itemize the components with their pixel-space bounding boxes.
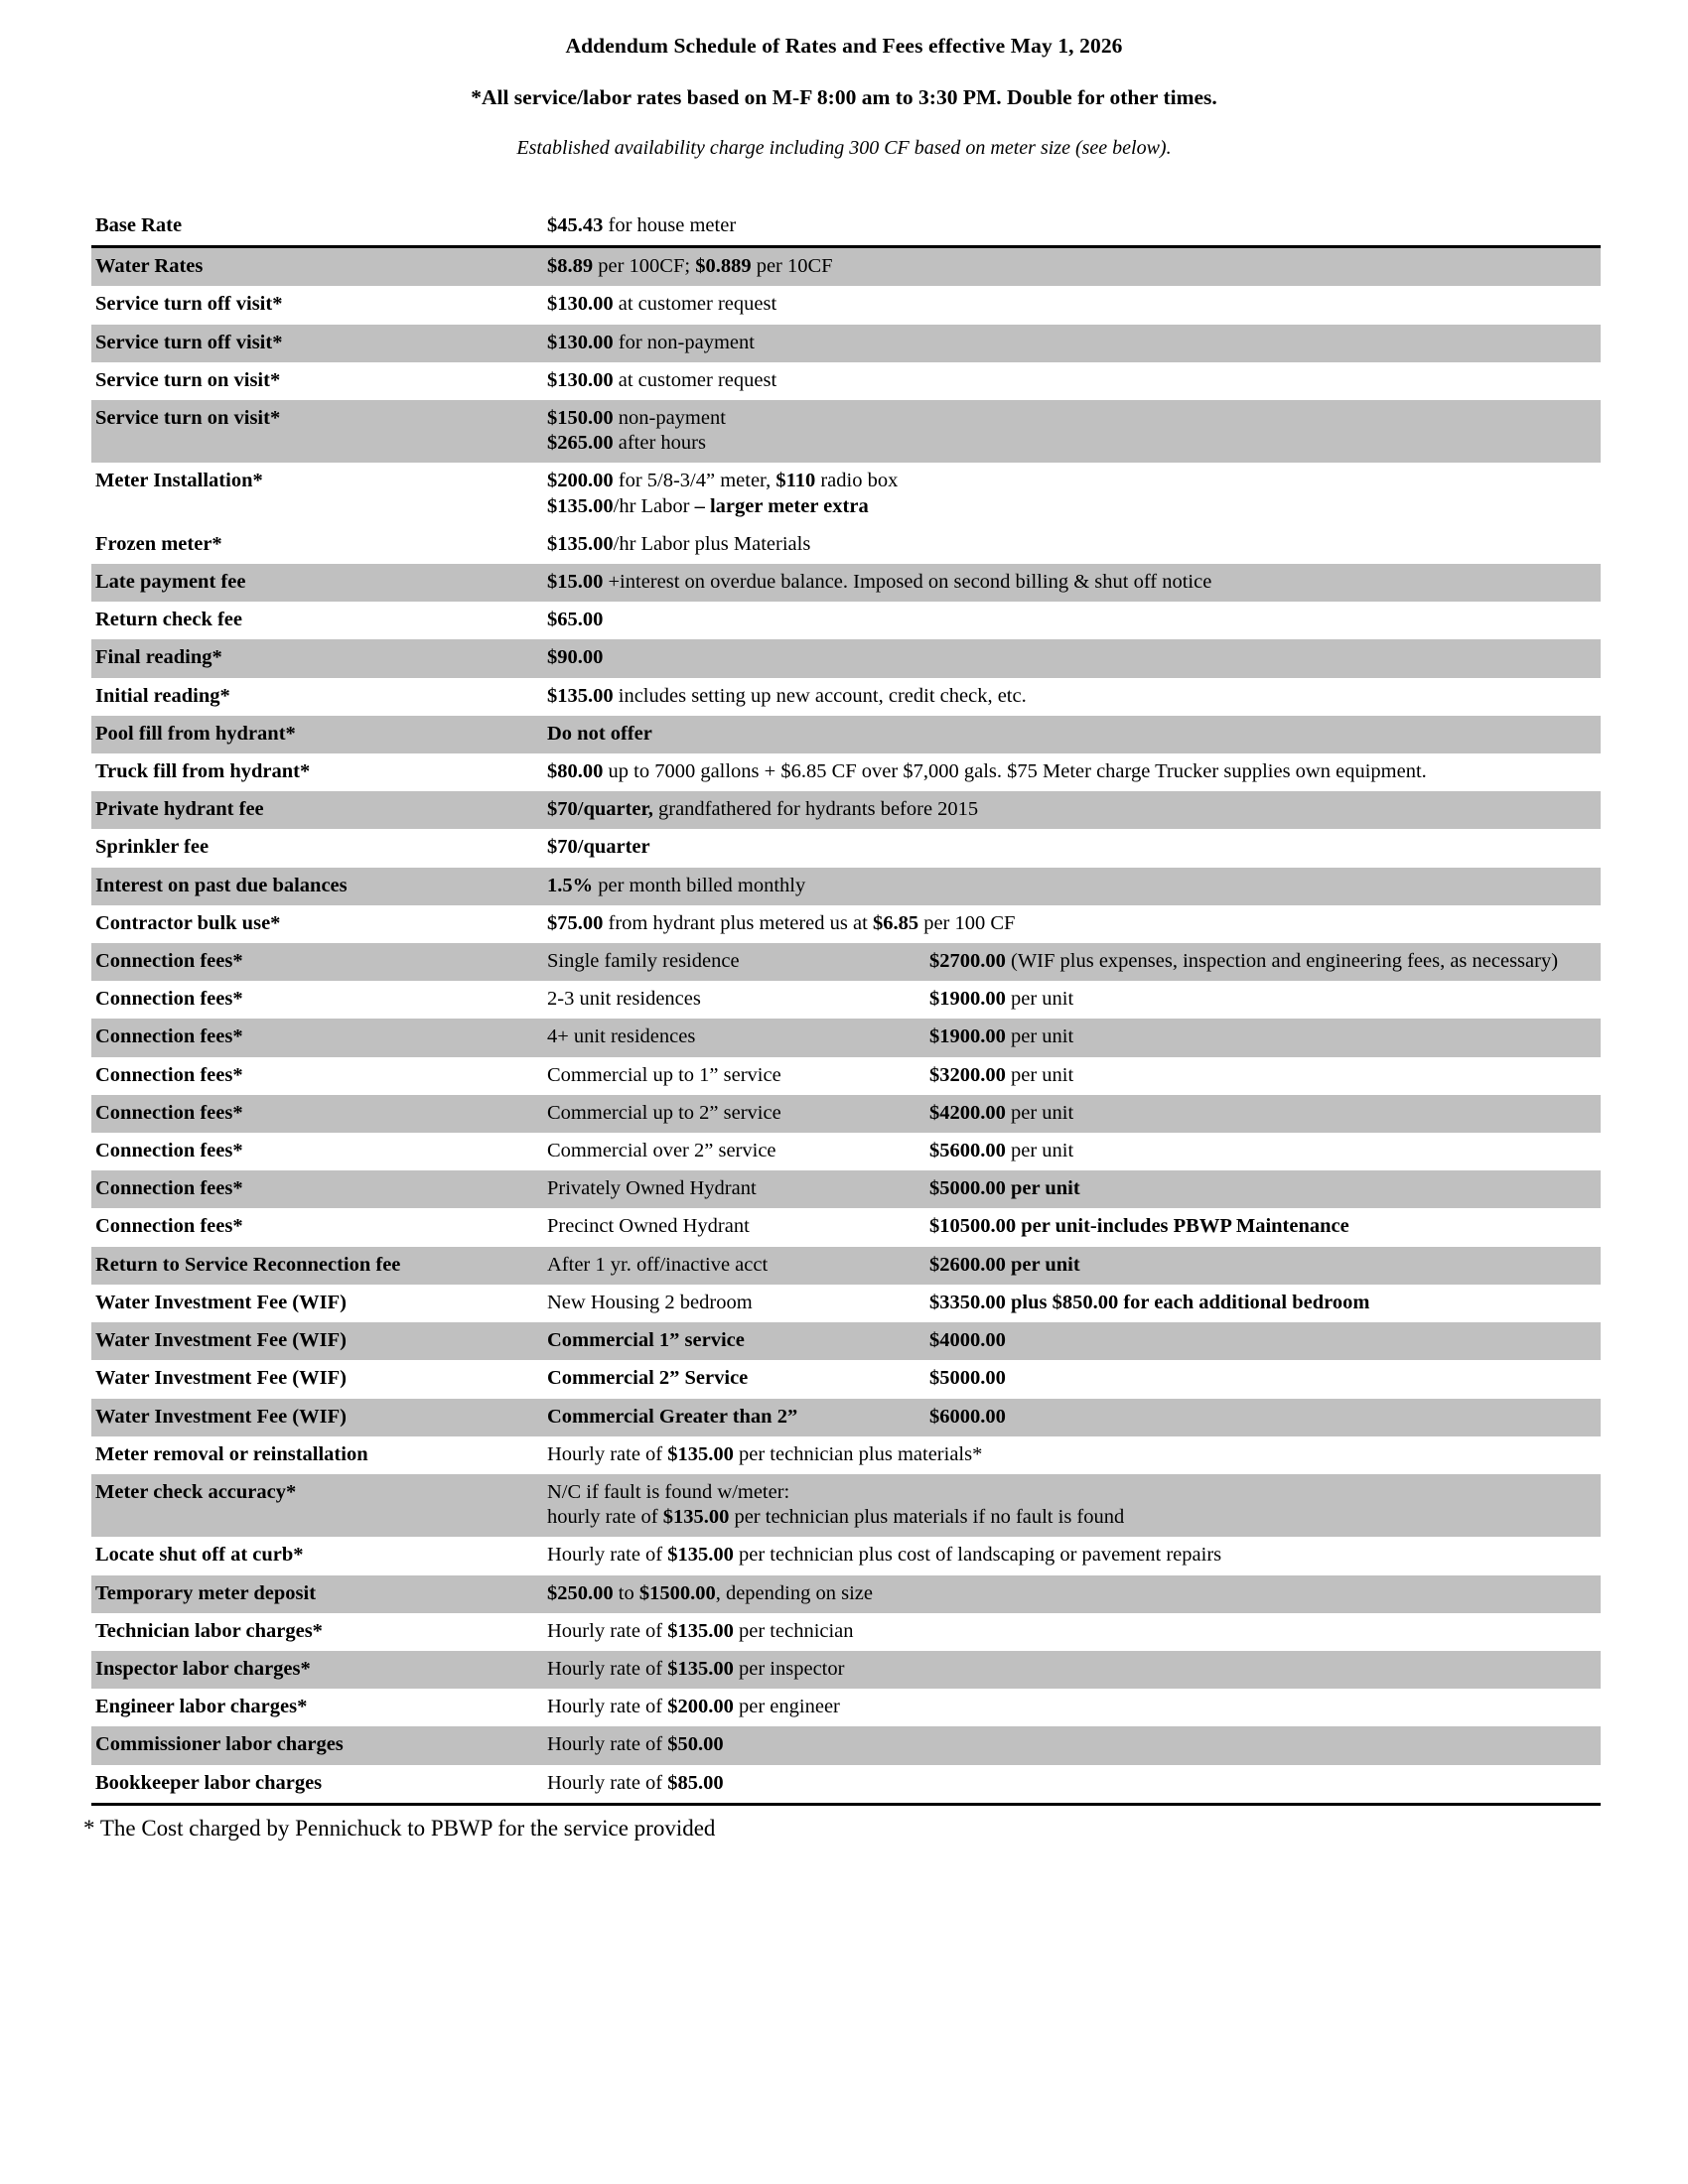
row-item-label: Meter check accuracy* [91, 1474, 543, 1537]
row-value-line [547, 797, 1597, 822]
value-text: to [613, 1581, 639, 1604]
value-text: Hourly rate of [547, 1657, 668, 1680]
row-value-line [547, 406, 1597, 431]
row-value [543, 602, 1601, 639]
row-category-label: Commercial 1” service [543, 1322, 925, 1360]
value-text: per 100 CF [918, 911, 1016, 934]
row-value [543, 564, 1601, 602]
row-value [925, 1360, 1601, 1398]
value-text: up to 7000 gallons + $6.85 CF over $7,000 gals. $75 Meter charge Trucker supplies own equipment. [603, 760, 1427, 783]
row-item-label: Water Investment Fee (WIF) [91, 1360, 543, 1398]
value-emphasis: $200.00 [547, 470, 614, 492]
row-value-line [547, 759, 1597, 784]
row-value-line [929, 1063, 1597, 1088]
value-emphasis: $0.889 [695, 255, 752, 278]
value-text: /hr Labor [613, 494, 695, 517]
value-text: grandfathered for hydrants before 2015 [652, 798, 979, 821]
row-item-label: Water Investment Fee (WIF) [91, 1399, 543, 1436]
table-row [91, 1436, 1601, 1474]
row-value [543, 1537, 1601, 1574]
row-value-line [547, 1543, 1597, 1568]
row-item-label: Technician labor charges* [91, 1613, 543, 1651]
value-text: +interest on overdue balance. Imposed on second billing & shut off notice [603, 571, 1212, 594]
row-value-line [547, 1732, 1597, 1757]
row-value [543, 247, 1601, 287]
value-emphasis: 1.5% [547, 874, 594, 896]
table-row [91, 1726, 1601, 1764]
row-value [543, 1765, 1601, 1805]
row-value-line [547, 911, 1597, 936]
row-item-label: Sprinkler fee [91, 829, 543, 867]
table-row [91, 1322, 1601, 1360]
row-value-line [929, 1405, 1597, 1430]
row-value-line [547, 532, 1597, 557]
row-item-label: Contractor bulk use* [91, 905, 543, 943]
row-value [925, 981, 1601, 1019]
value-text: per unit [1005, 1025, 1074, 1048]
row-value-line [547, 213, 1597, 238]
value-emphasis: $130.00 [547, 293, 614, 316]
row-value [543, 1436, 1601, 1474]
row-value-line [547, 722, 1597, 747]
table-row [91, 1360, 1601, 1398]
value-emphasis: $70/quarter [547, 836, 650, 859]
row-value-line [929, 1214, 1597, 1239]
value-emphasis: $135.00 [547, 684, 614, 707]
row-category-label: Privately Owned Hydrant [543, 1170, 925, 1208]
row-value-line [929, 1024, 1597, 1049]
value-text: per technician plus materials* [733, 1442, 983, 1465]
document-subtitle: *All service/labor rates based on M-F 8:00 am to 3:30 PM. Double for other times. [471, 85, 1217, 109]
row-value [543, 753, 1601, 791]
value-text: Hourly rate of [547, 1544, 668, 1567]
row-value [543, 1651, 1601, 1689]
table-row [91, 564, 1601, 602]
row-item-label: Connection fees* [91, 1133, 543, 1170]
value-emphasis: $85.00 [667, 1771, 724, 1794]
table-row [91, 286, 1601, 324]
row-item-label: Private hydrant fee [91, 791, 543, 829]
row-value [543, 639, 1601, 677]
row-item-label: Inspector labor charges* [91, 1651, 543, 1689]
value-text: per engineer [733, 1696, 840, 1718]
value-text: non-payment [613, 407, 726, 430]
row-item-label: Connection fees* [91, 1019, 543, 1056]
value-emphasis: $130.00 [547, 368, 614, 391]
row-value [925, 943, 1601, 981]
row-value-line [547, 608, 1597, 632]
row-item-label: Water Investment Fee (WIF) [91, 1322, 543, 1360]
table-row [91, 1095, 1601, 1133]
value-emphasis: $250.00 [547, 1581, 614, 1604]
value-text: per inspector [733, 1657, 845, 1680]
document-header [0, 34, 1688, 160]
row-value [543, 400, 1601, 463]
row-item-label: Frozen meter* [91, 526, 543, 564]
row-value-line [547, 431, 1597, 456]
value-emphasis: $150.00 [547, 407, 614, 430]
value-text: N/C if fault is found w/meter: [547, 1480, 790, 1503]
table-row [91, 1474, 1601, 1537]
row-item-label: Service turn on visit* [91, 400, 543, 463]
value-emphasis: $6000.00 [929, 1405, 1006, 1428]
value-emphasis: $4200.00 [929, 1101, 1006, 1124]
value-emphasis: $10500.00 per unit-includes PBWP Maintenance [929, 1215, 1349, 1238]
value-emphasis: $3350.00 plus $850.00 for each additional bedroom [929, 1291, 1370, 1313]
table-row [91, 981, 1601, 1019]
row-value [925, 1095, 1601, 1133]
table-row [91, 463, 1601, 525]
value-text: includes setting up new account, credit check, etc. [613, 684, 1027, 707]
row-value [543, 362, 1601, 400]
value-emphasis: $1900.00 [929, 1025, 1006, 1048]
row-value-line [547, 645, 1597, 670]
value-text: per technician plus materials if no fault is found [729, 1506, 1125, 1529]
row-value [925, 1133, 1601, 1170]
value-text: Hourly rate of [547, 1771, 668, 1794]
row-value-line [547, 684, 1597, 709]
row-item-label: Service turn on visit* [91, 362, 543, 400]
value-emphasis: $110 [775, 470, 816, 492]
row-item-label: Return check fee [91, 602, 543, 639]
row-item-label: Connection fees* [91, 943, 543, 981]
row-category-label: Commercial Greater than 2” [543, 1399, 925, 1436]
row-value-line [547, 835, 1597, 860]
row-value-line [547, 469, 1597, 493]
value-emphasis: $1900.00 [929, 988, 1006, 1011]
row-category-label: Commercial 2” Service [543, 1360, 925, 1398]
table-row [91, 247, 1601, 287]
row-item-label: Bookkeeper labor charges [91, 1765, 543, 1805]
table-row [91, 1399, 1601, 1436]
table-row [91, 791, 1601, 829]
value-text: per technician plus cost of landscaping or pavement repairs [733, 1544, 1222, 1567]
row-item-label: Commissioner labor charges [91, 1726, 543, 1764]
row-value [925, 1399, 1601, 1436]
row-item-label: Service turn off visit* [91, 286, 543, 324]
value-text: for non-payment [613, 331, 755, 353]
value-text: Hourly rate of [547, 1696, 668, 1718]
value-text: Hourly rate of [547, 1619, 668, 1642]
row-item-label: Water Investment Fee (WIF) [91, 1285, 543, 1322]
document-title: Addendum Schedule of Rates and Fees effective May 1, 2026 [565, 34, 1123, 58]
row-value-line [547, 1505, 1597, 1530]
value-text: , depending on size [715, 1581, 873, 1604]
row-value-line [929, 949, 1597, 974]
row-value [925, 1247, 1601, 1285]
row-item-label: Temporary meter deposit [91, 1575, 543, 1613]
value-emphasis: $6.85 [872, 911, 919, 934]
value-emphasis: $200.00 [667, 1696, 734, 1718]
table-row [91, 1247, 1601, 1285]
table-row [91, 678, 1601, 716]
value-emphasis: $70/quarter, [547, 798, 653, 821]
value-emphasis: $3200.00 [929, 1063, 1006, 1086]
row-item-label: Connection fees* [91, 1170, 543, 1208]
row-item-label: Initial reading* [91, 678, 543, 716]
value-text: at customer request [613, 368, 777, 391]
row-category-label: After 1 yr. off/inactive acct [543, 1247, 925, 1285]
value-emphasis: $45.43 [547, 214, 604, 236]
value-text: Hourly rate of [547, 1733, 668, 1756]
row-item-label: Locate shut off at curb* [91, 1537, 543, 1574]
table-row [91, 1651, 1601, 1689]
value-text: per technician [733, 1619, 854, 1642]
row-item-label: Connection fees* [91, 1057, 543, 1095]
value-emphasis: $1500.00 [638, 1581, 716, 1604]
row-value-line [929, 987, 1597, 1012]
row-value-line [547, 368, 1597, 393]
value-emphasis: $135.00 [667, 1544, 734, 1567]
value-emphasis: Do not offer [547, 722, 652, 745]
table-row [91, 1765, 1601, 1805]
row-value-line [547, 494, 1597, 519]
value-text: per 10CF [751, 255, 833, 278]
row-item-label: Final reading* [91, 639, 543, 677]
table-row [91, 1575, 1601, 1613]
row-item-label: Connection fees* [91, 1095, 543, 1133]
value-text: (WIF plus expenses, inspection and engineering fees, as necessary) [1005, 950, 1559, 973]
table-row [91, 1689, 1601, 1726]
table-row [91, 1208, 1601, 1246]
row-value [925, 1322, 1601, 1360]
value-emphasis: – larger meter extra [694, 494, 869, 517]
row-item-label: Connection fees* [91, 1208, 543, 1246]
table-row [91, 639, 1601, 677]
value-emphasis: $4000.00 [929, 1329, 1006, 1352]
value-text: per unit [1005, 1101, 1074, 1124]
table-row [91, 602, 1601, 639]
value-emphasis: $265.00 [547, 432, 614, 455]
row-item-label: Service turn off visit* [91, 325, 543, 362]
rates-and-fees-table [91, 207, 1601, 1806]
row-value [543, 1474, 1601, 1537]
table-row [91, 868, 1601, 905]
row-item-label: Base Rate [91, 207, 543, 247]
value-text: from hydrant plus metered us at [603, 911, 873, 934]
value-text: /hr Labor plus Materials [613, 532, 811, 555]
row-item-label: Truck fill from hydrant* [91, 753, 543, 791]
value-emphasis: $80.00 [547, 760, 604, 783]
row-value-line [547, 570, 1597, 595]
table-row [91, 207, 1601, 247]
value-text: for 5/8-3/4” meter, [613, 470, 776, 492]
row-value [543, 716, 1601, 753]
value-text: Hourly rate of [547, 1442, 668, 1465]
table-row [91, 943, 1601, 981]
row-value-line [929, 1253, 1597, 1278]
value-text: hourly rate of [547, 1506, 663, 1529]
row-value [925, 1019, 1601, 1056]
row-value [543, 905, 1601, 943]
table-row [91, 1537, 1601, 1574]
value-text: at customer request [613, 293, 777, 316]
row-value [543, 1689, 1601, 1726]
row-value [543, 791, 1601, 829]
table-row [91, 905, 1601, 943]
row-value [543, 868, 1601, 905]
row-value-line [547, 1581, 1597, 1606]
row-value [925, 1057, 1601, 1095]
row-item-label: Return to Service Reconnection fee [91, 1247, 543, 1285]
row-value [925, 1170, 1601, 1208]
row-category-label: 4+ unit residences [543, 1019, 925, 1056]
row-value-line [929, 1328, 1597, 1353]
table-row [91, 400, 1601, 463]
row-value-line [547, 874, 1597, 898]
row-value [543, 829, 1601, 867]
table-row [91, 325, 1601, 362]
row-value-line [929, 1366, 1597, 1391]
table-footnote: * The Cost charged by Pennichuck to PBWP for the service provided [83, 1815, 716, 1841]
value-emphasis: $5000.00 [929, 1367, 1006, 1390]
value-emphasis: $65.00 [547, 609, 604, 631]
value-emphasis: $5600.00 [929, 1140, 1006, 1162]
table-row [91, 1019, 1601, 1056]
row-category-label: Commercial over 2” service [543, 1133, 925, 1170]
row-item-label: Late payment fee [91, 564, 543, 602]
value-text: per unit [1005, 1063, 1074, 1086]
row-item-label: Pool fill from hydrant* [91, 716, 543, 753]
row-item-label: Water Rates [91, 247, 543, 287]
row-category-label: Precinct Owned Hydrant [543, 1208, 925, 1246]
row-value-line [547, 331, 1597, 355]
table-row [91, 1170, 1601, 1208]
row-value [543, 526, 1601, 564]
table-row [91, 362, 1601, 400]
document-note: Established availability charge including 300 CF based on meter size (see below). [516, 137, 1172, 159]
row-category-label: New Housing 2 bedroom [543, 1285, 925, 1322]
table-row [91, 716, 1601, 753]
rates-table-wrapper [0, 207, 1688, 1806]
value-emphasis: $75.00 [547, 911, 604, 934]
row-value-line [929, 1291, 1597, 1315]
value-emphasis: $50.00 [667, 1733, 724, 1756]
table-row [91, 829, 1601, 867]
value-emphasis: $130.00 [547, 331, 614, 353]
row-value-line [547, 1657, 1597, 1682]
row-value [543, 1726, 1601, 1764]
value-emphasis: $135.00 [547, 494, 614, 517]
value-text: per unit [1005, 1140, 1074, 1162]
row-value-line [547, 1695, 1597, 1719]
value-emphasis: $15.00 [547, 571, 604, 594]
row-value-line [547, 1771, 1597, 1796]
row-category-label: Single family residence [543, 943, 925, 981]
value-emphasis: $2700.00 [929, 950, 1006, 973]
row-item-label: Connection fees* [91, 981, 543, 1019]
row-value [543, 1613, 1601, 1651]
row-item-label: Engineer labor charges* [91, 1689, 543, 1726]
rates-table-body [91, 207, 1601, 1804]
row-value-line [929, 1139, 1597, 1163]
value-text: for house meter [603, 214, 737, 236]
value-text: per 100CF; [593, 255, 696, 278]
table-row [91, 1613, 1601, 1651]
row-value-line [547, 1480, 1597, 1505]
value-text: radio box [815, 470, 899, 492]
value-text: per month billed monthly [593, 874, 806, 896]
row-category-label: Commercial up to 1” service [543, 1057, 925, 1095]
row-value [925, 1208, 1601, 1246]
value-emphasis: $8.89 [547, 255, 594, 278]
row-category-label: 2-3 unit residences [543, 981, 925, 1019]
value-emphasis: $135.00 [662, 1506, 730, 1529]
value-emphasis: $90.00 [547, 646, 604, 669]
row-item-label: Meter Installation* [91, 463, 543, 525]
row-value [543, 286, 1601, 324]
row-value-line [547, 1442, 1597, 1467]
value-emphasis: $2600.00 per unit [929, 1253, 1080, 1276]
row-value [543, 207, 1601, 247]
value-emphasis: $5000.00 per unit [929, 1177, 1080, 1200]
row-value [543, 678, 1601, 716]
row-value-line [929, 1101, 1597, 1126]
row-value [925, 1285, 1601, 1322]
row-value [543, 1575, 1601, 1613]
table-row [91, 753, 1601, 791]
row-value-line [547, 292, 1597, 317]
value-emphasis: $135.00 [547, 532, 614, 555]
row-category-label: Commercial up to 2” service [543, 1095, 925, 1133]
table-row [91, 1285, 1601, 1322]
row-value [543, 325, 1601, 362]
value-text: per unit [1005, 988, 1074, 1011]
row-value-line [547, 254, 1597, 279]
row-value [543, 463, 1601, 525]
table-row [91, 526, 1601, 564]
row-item-label: Meter removal or reinstallation [91, 1436, 543, 1474]
value-emphasis: $135.00 [667, 1657, 734, 1680]
value-emphasis: $135.00 [667, 1442, 734, 1465]
value-text: after hours [613, 432, 706, 455]
row-value-line [547, 1619, 1597, 1644]
row-item-label: Interest on past due balances [91, 868, 543, 905]
table-row [91, 1057, 1601, 1095]
table-row [91, 1133, 1601, 1170]
row-value-line [929, 1176, 1597, 1201]
value-emphasis: $135.00 [667, 1619, 734, 1642]
